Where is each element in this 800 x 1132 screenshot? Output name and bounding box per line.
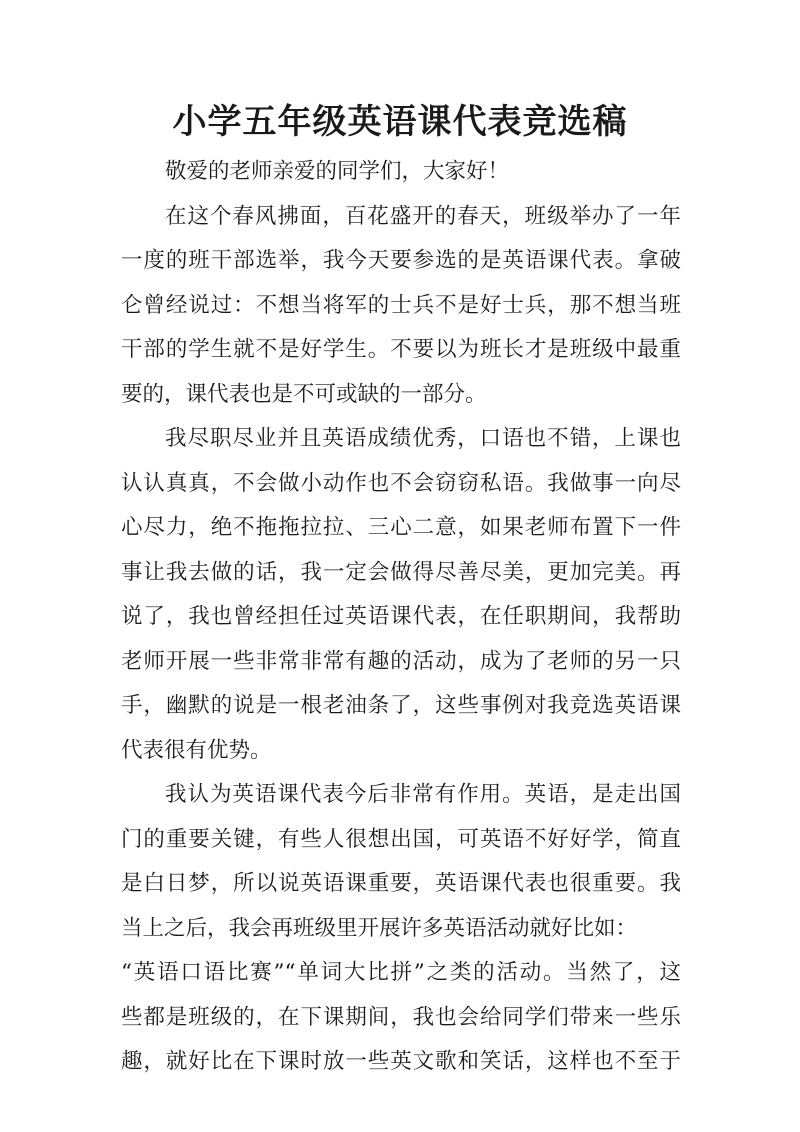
paragraph-3-line-1: 我认为英语课代表今后非常有作用。英语，是走出国 (165, 782, 681, 807)
paragraph-2-line-7: 手，幽默的说是一根老油条了，这些事例对我竞选英语课 (121, 693, 681, 718)
paragraph-2-line-5: 说了，我也曾经担任过英语课代表，在任职期间，我帮助 (121, 604, 681, 629)
document-body (121, 150, 681, 1085)
paragraph-2-line-2: 认认真真，不会做小动作也不会窃窃私语。我做事一向尽 (121, 470, 681, 496)
paragraph-2-line-4: 事让我去做的话，我一定会做得尽善尽美，更加完美。再 (121, 559, 681, 585)
paragraph-2-line-1: 我尽职尽业并且英语成绩优秀，口语也不错，上课也 (165, 426, 681, 451)
paragraph-1-line-4: 干部的学生就不是好学生。不要以为班长才是班级中最重 (121, 337, 681, 362)
paragraph-1-line-5: 要的，课代表也是不可或缺的一部分。 (121, 381, 487, 407)
paragraph-3-line-3: 是白日梦，所以说英语课重要，英语课代表也很重要。我 (121, 871, 681, 896)
paragraph-1-line-1: 在这个春风拂面，百花盛开的春天，班级举办了一年 (165, 203, 681, 229)
paragraph-1-line-3: 仑曾经说过：不想当将军的士兵不是好士兵，那不想当班 (121, 292, 681, 318)
paragraph-3-line-4: 当上之后，我会再班级里开展许多英语活动就好比如： (121, 915, 638, 941)
paragraph-3-line-7: 趣，就好比在下课时放一些英文歌和笑话，这样也不至于 (121, 1049, 681, 1074)
paragraph-2-line-3: 心尽力，绝不拖拖拉拉、三心二意，如果老师布置下一件 (121, 515, 681, 540)
paragraph-3-line-2: 门的重要关键，有些人很想出国，可英语不好好学，简直 (121, 826, 681, 852)
paragraph-2-line-6: 老师开展一些非常非常有趣的活动，成为了老师的另一只 (121, 648, 681, 674)
paragraph-3-line-5: “英语口语比赛”“单词大比拼”之类的活动。当然了，这 (121, 960, 681, 985)
paragraph-3-line-6: 些都是班级的，在下课期间，我也会给同学们带来一些乐 (121, 1004, 681, 1030)
greeting-line: 敬爱的老师亲爱的同学们，大家好！ (165, 159, 510, 184)
paragraph-1-line-2: 一度的班干部选举，我今天要参选的是英语课代表。拿破 (121, 248, 681, 273)
document-title: 小学五年级英语课代表竞选稿 (172, 102, 628, 142)
paragraph-2-line-8: 代表很有优势。 (121, 737, 272, 763)
